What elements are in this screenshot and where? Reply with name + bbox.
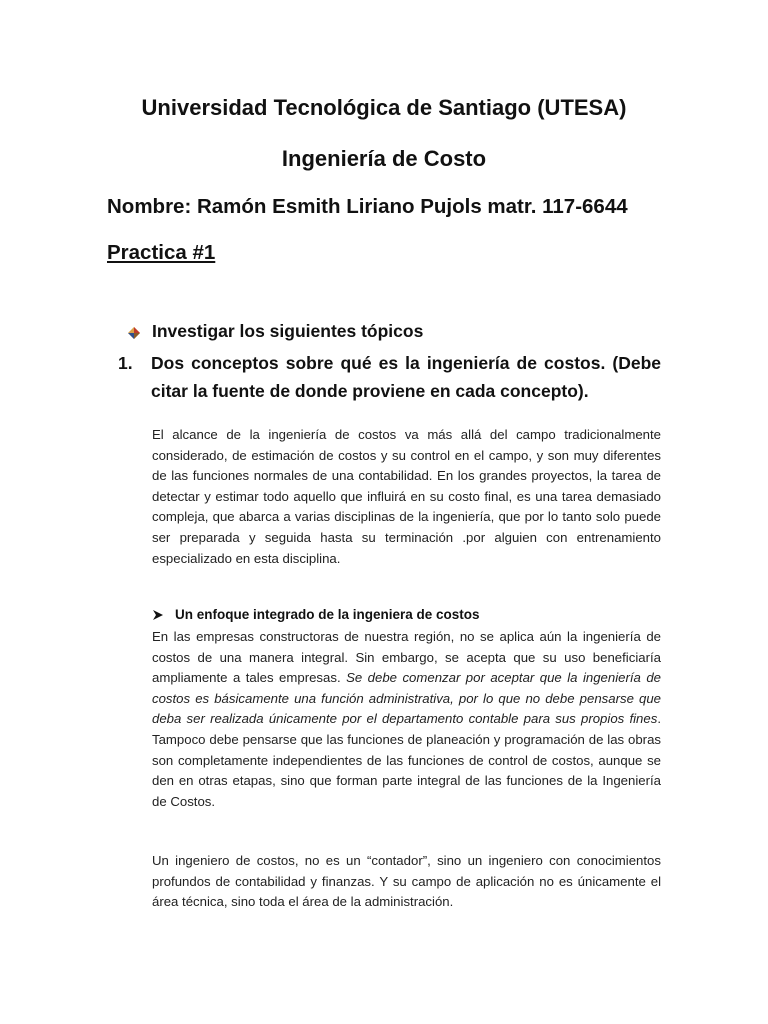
item-text: Dos conceptos sobre qué es la ingeniería de costos. (Debe citar la fuente de donde proviene en cada concepto). xyxy=(151,353,661,401)
diamond-bullet-icon xyxy=(127,326,141,340)
arrow-bullet-icon xyxy=(152,609,164,621)
practice-heading: Practica #1 xyxy=(107,241,216,264)
student-name-line: Nombre: Ramón Esmith Liriano Pujols matr. 117-6644 xyxy=(107,195,628,218)
course-title: Ingeniería de Costo xyxy=(281,146,487,171)
task-bullet-text: Investigar los siguientes tópicos xyxy=(152,321,424,341)
paragraph-scope: El alcance de la ingeniería de costos va más allá del campo tradicionalmente considerado, de estimación de costos y su control en el campo, y son muy diferentes de las funciones normales de una contabilidad. En los grandes proyectos, la tarea de detectar y estimar todo aquello que influirá en su costo final, es una tarea demasiado compleja, que abarca a varias disciplinas de la ingeniería, que por lo tanto solo puede ser preparada y seguida hasta su terminación .por alguien con entrenamiento especializado en esta disciplina. xyxy=(152,427,661,566)
paragraph-integrated-italic: Se debe comenzar por aceptar que la ingeniería de costos es básicamente una función administrativa, por lo que no debe pensarse que deba ser realizada únicamente por el departamento contable para sus propios fines xyxy=(152,670,661,727)
task-bullet xyxy=(127,321,423,342)
paragraph-integrated-end: . Tampoco debe pensarse que las funciones de planeación y programación de las obras son completamente independientes de las funciones de control de costos, aunque se den en otras etapas, sino que forman parte integral de las funciones de la Ingeniería de Costos. xyxy=(152,711,661,809)
numbered-item xyxy=(118,349,661,405)
item-number: 1. xyxy=(118,353,133,373)
subsection-heading-text: Un enfoque integrado de la ingeniera de costos xyxy=(175,607,480,622)
subsection-heading xyxy=(152,607,480,622)
university-title: Universidad Tecnológica de Santiago (UTESA) xyxy=(141,95,627,120)
paragraph-integrated xyxy=(152,627,661,812)
paragraph-integrated-start: En las empresas constructoras de nuestra región, no se aplica aún la ingeniería de costos de una manera integral. Sin embargo, se acepta que su uso beneficiaría ampliamente a tales empresas. xyxy=(152,629,661,686)
paragraph-engineer: Un ingeniero de costos, no es un “contador”, sino un ingeniero con conocimientos profundos de contabilidad y finanzas. Y su campo de aplicación no es únicamente el área técnica, sino toda el área de la administración. xyxy=(152,853,661,910)
